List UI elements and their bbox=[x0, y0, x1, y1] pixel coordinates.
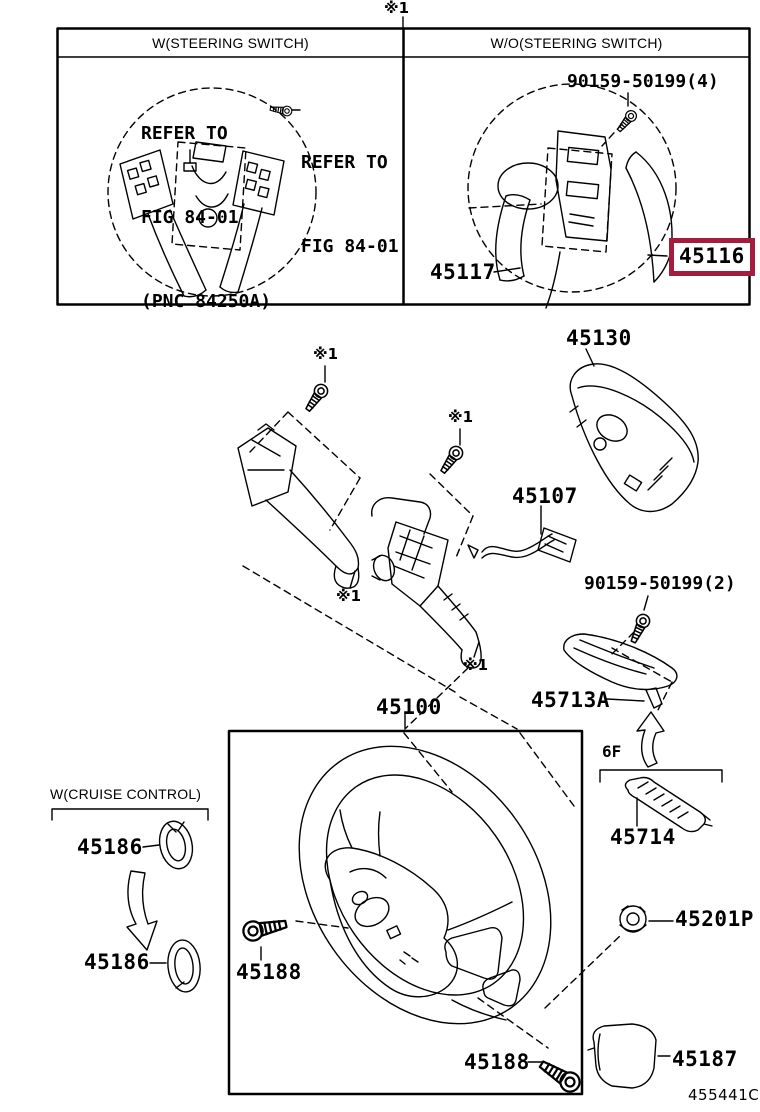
part-label-45713a[interactable]: 45713A bbox=[531, 688, 610, 712]
part-label-45130[interactable]: 45130 bbox=[566, 326, 632, 350]
part-label-90159-50199-2[interactable]: 90159-50199(2) bbox=[584, 573, 736, 594]
refer-note-secondary bbox=[301, 93, 399, 289]
asterisk-screw-b bbox=[437, 429, 465, 476]
nut-art bbox=[620, 906, 673, 932]
table-header-with-switch: W(STEERING SWITCH) bbox=[152, 34, 309, 51]
asterisk-marker-c: ※1 bbox=[336, 587, 362, 605]
paddle-lever-center-art bbox=[370, 474, 481, 668]
asterisk-screw-a bbox=[302, 366, 330, 414]
part-label-45186-lower[interactable]: 45186 bbox=[84, 950, 150, 974]
refer-note-line: FIG 84-01 bbox=[301, 236, 399, 257]
refer-note-line: (PNC 84250A) bbox=[141, 291, 272, 312]
refer-note-line: REFER TO bbox=[301, 152, 388, 173]
part-label-45187[interactable]: 45187 bbox=[672, 1047, 738, 1071]
highlight-box[interactable] bbox=[669, 238, 755, 276]
asterisk-marker-d: ※1 bbox=[463, 656, 489, 674]
top-asterisk-marker: ※1 bbox=[384, 0, 410, 17]
part-label-45188-side[interactable]: 45188 bbox=[236, 960, 302, 984]
part-label-45100[interactable]: 45100 bbox=[376, 695, 442, 719]
asterisk-marker-a: ※1 bbox=[313, 345, 339, 363]
horn-pad-art bbox=[570, 349, 698, 512]
steering-wheel-box-art bbox=[229, 695, 622, 1094]
table-header-without-switch: W/O(STEERING SWITCH) bbox=[490, 34, 663, 51]
label-6f: 6F bbox=[602, 742, 622, 761]
refer-note-primary bbox=[141, 64, 271, 344]
part-label-45188-bottom[interactable]: 45188 bbox=[464, 1050, 530, 1074]
part-label-45714[interactable]: 45714 bbox=[610, 825, 676, 849]
part-label-45116[interactable]: 45116 bbox=[679, 244, 745, 268]
diagram-code: 455441C bbox=[688, 1086, 760, 1104]
right-wheel-art bbox=[468, 84, 676, 308]
part-label-45107[interactable]: 45107 bbox=[512, 484, 578, 508]
part-label-45186-upper[interactable]: 45186 bbox=[77, 835, 143, 859]
asterisk-marker-b: ※1 bbox=[448, 408, 474, 426]
screw-pair-art bbox=[610, 596, 652, 656]
part-label-45201p[interactable]: 45201P bbox=[675, 907, 754, 931]
refer-note-line: REFER TO bbox=[141, 123, 228, 144]
bracket-6f-art bbox=[600, 770, 722, 832]
assembly-dashed-leaders bbox=[243, 566, 574, 806]
cruise-control-header: W(CRUISE CONTROL) bbox=[50, 786, 202, 802]
spiral-cable-art bbox=[468, 506, 576, 562]
screw-side-art bbox=[242, 915, 288, 960]
part-label-45117[interactable]: 45117 bbox=[430, 260, 496, 284]
paddle-lever-left-art bbox=[238, 412, 360, 588]
cap-art bbox=[588, 1024, 670, 1088]
screw-bottom-art bbox=[528, 1056, 583, 1095]
part-label-90159-50199-4[interactable]: 90159-50199(4) bbox=[567, 71, 719, 92]
refer-note-line: FIG 84-01 bbox=[141, 207, 239, 228]
